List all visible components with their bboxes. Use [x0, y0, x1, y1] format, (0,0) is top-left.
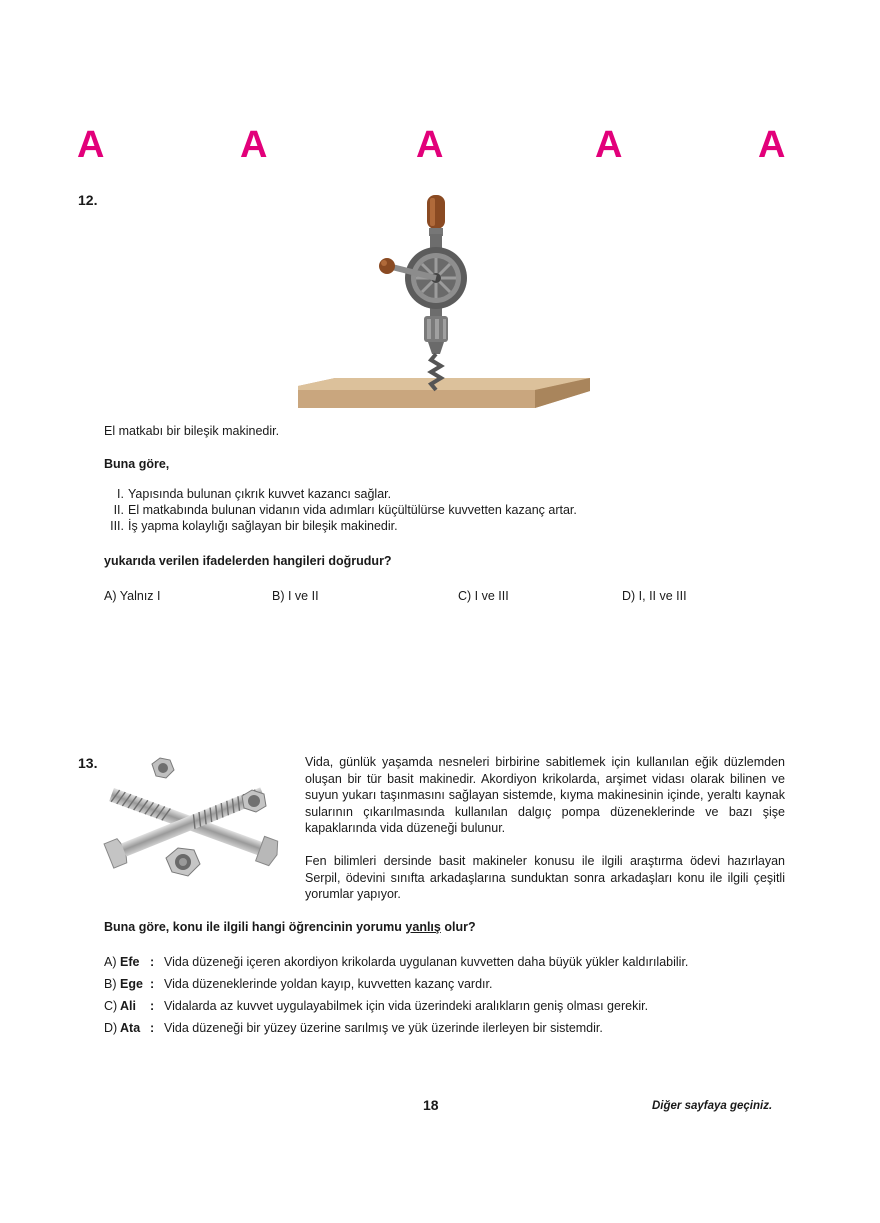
question-13-paragraph-1: Vida, günlük yaşamda nesneleri birbirine sabitlemek için kullanılan eğik düzlemden oluşan bir tür basit makinedir. Akordiyon krikolarda, arşimet vidası olarak bilinen ve suyun yukarı taşınmasını sağlayan sistemde, kıyma makinesinin içinde, yeraltı kaynak sularının çıkarılmasında kullanılan dalgıç pompa düzeneklerinde ve bazı şişe kapaklarında vida düzeneği bulunur. [305, 755, 785, 836]
statement-number: I. [117, 487, 124, 501]
question-12-number: 12. [78, 192, 98, 208]
statement-text: Yapısında bulunan çıkrık kuvvet kazancı sağlar. [128, 487, 392, 501]
statement-III [104, 519, 398, 533]
q12-option-d[interactable]: D) I, II ve III [622, 589, 687, 603]
statement-number: II. [113, 503, 124, 517]
nut [242, 790, 266, 812]
prompt-text: olur? [440, 920, 476, 934]
option-letter: A) [104, 955, 117, 969]
option-text: Vida düzeneği içeren akordiyon krikolarda uygulanan kuvvetten daha büyük yükler kaldırılabilir. [164, 955, 689, 969]
prompt-text: Buna göre, konu ile ilgili hangi öğrencinin yorumu [104, 920, 406, 934]
drill-crank-knob [379, 258, 395, 274]
question-13-paragraph-2: Fen bilimleri dersinde basit makineler konusu ile ilgili araştırma ödevi hazırlayan Serpil, ödevini sınıfta arkadaşlarına sunduktan sonra arkadaşları konu ile ilgili çeşitli yorumlar yapıyor. [305, 854, 785, 902]
option-text: Vidalarda az kuvvet uygulayabilmek için vida üzerindeki aralıkların geniş olması gerekir. [164, 999, 649, 1013]
question-12-prompt: yukarıda verilen ifadelerden hangileri doğrudur? [104, 554, 392, 568]
q13-option-c[interactable] [104, 999, 648, 1013]
option-colon: : [150, 955, 155, 969]
drill-handle [427, 195, 445, 229]
hand-drill-illustration [290, 190, 600, 412]
booklet-letter: A [77, 124, 105, 166]
student-name: Ege [120, 977, 143, 991]
statement-number: III. [110, 519, 124, 533]
q13-option-b[interactable] [104, 977, 492, 991]
student-name: Ata [120, 1021, 141, 1035]
q13-option-a[interactable] [104, 955, 688, 969]
prompt-emphasis: yanlış [405, 920, 441, 934]
statement-II [104, 503, 577, 517]
statement-I [104, 487, 391, 501]
option-letter: D) [104, 1021, 118, 1035]
question-13-prompt [104, 919, 476, 936]
statement-text: İş yapma kolaylığı sağlayan bir bileşik makinedir. [128, 519, 398, 533]
option-text: Vida düzeneği bir yüzey üzerine sarılmış ve yük üzerinde ilerleyen bir sistemdir. [164, 1021, 603, 1035]
question-12-intro: El matkabı bir bileşik makinedir. [104, 424, 280, 438]
page-number: 18 [423, 1097, 439, 1113]
q13-option-d[interactable] [104, 1021, 603, 1035]
option-colon: : [150, 977, 155, 991]
question-12-lead: Buna göre, [104, 457, 170, 471]
q12-option-b[interactable]: B) I ve II [272, 589, 319, 603]
option-colon: : [150, 1021, 155, 1035]
next-page-note: Diğer sayfaya geçiniz. [652, 1100, 773, 1112]
question-13-number: 13. [78, 755, 98, 771]
nut [166, 848, 200, 876]
nut [152, 758, 174, 778]
booklet-letter: A [595, 124, 623, 166]
q12-option-c[interactable]: C) I ve III [458, 589, 509, 603]
bolts-and-nuts-illustration [100, 752, 290, 894]
student-name: Ali [120, 999, 136, 1013]
booklet-letter: A [240, 124, 268, 166]
student-name: Efe [120, 955, 140, 969]
q12-option-a[interactable]: A) Yalnız I [104, 589, 161, 603]
option-text: Vida düzeneklerinde yoldan kayıp, kuvvetten kazanç vardır. [164, 977, 493, 991]
option-letter: B) [104, 977, 117, 991]
statement-text: El matkabında bulunan vidanın vida adımları küçültülürse kuvvetten kazanç artar. [128, 503, 577, 517]
option-letter: C) [104, 999, 118, 1013]
booklet-letter: A [416, 124, 444, 166]
booklet-letter: A [758, 124, 786, 166]
option-colon: : [150, 999, 155, 1013]
